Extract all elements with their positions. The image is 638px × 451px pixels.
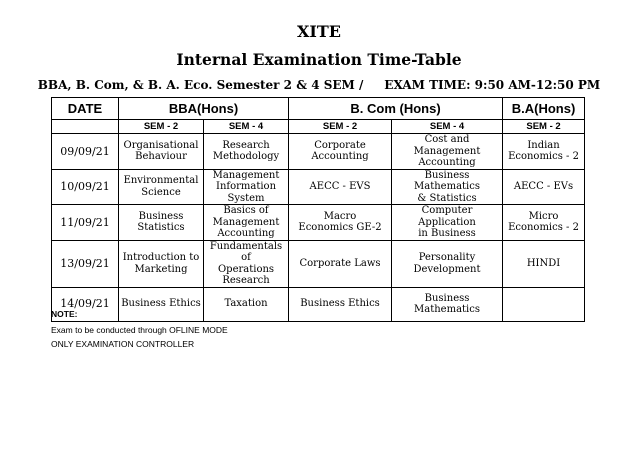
- note-label: NOTE:: [51, 309, 78, 319]
- exam-subject: Personality Development: [392, 240, 503, 287]
- table-row: [52, 240, 585, 287]
- exam-subject: Micro Economics - 2: [503, 205, 585, 241]
- exam-subject: Cost and Management Accounting: [392, 134, 503, 170]
- exam-subject: AECC - EVS: [289, 169, 392, 205]
- exam-subject: Business Ethics: [119, 287, 204, 321]
- note-controller: ONLY EXAMINATION CONTROLLER: [51, 339, 195, 349]
- exam-subject: Management Information System: [204, 169, 289, 205]
- exam-subject: AECC - EVs: [503, 169, 585, 205]
- exam-subject: Indian Economics - 2: [503, 134, 585, 170]
- subheader-sem: SEM - 4: [204, 120, 289, 134]
- table-row: [52, 205, 585, 241]
- exam-subject: Corporate Accounting: [289, 134, 392, 170]
- exam-subject: Environmental Science: [119, 169, 204, 205]
- exam-date: 10/09/21: [52, 169, 119, 205]
- table-header-row: [52, 98, 585, 120]
- exam-date: 13/09/21: [52, 240, 119, 287]
- institute-name: XITE: [297, 22, 341, 41]
- exam-subject: [503, 287, 585, 321]
- table-row: [52, 169, 585, 205]
- exam-subject: Business Mathematics & Statistics: [392, 169, 503, 205]
- subheader-sem: SEM - 2: [119, 120, 204, 134]
- timetable: [51, 97, 585, 322]
- exam-date: 09/09/21: [52, 134, 119, 170]
- exam-subject: Introduction to Marketing: [119, 240, 204, 287]
- exam-subject: Macro Economics GE-2: [289, 205, 392, 241]
- exam-date: 14/09/21: [52, 287, 119, 321]
- header-ba: B.A(Hons): [503, 98, 585, 120]
- subheader-sem: SEM - 4: [392, 120, 503, 134]
- header-date: DATE: [52, 98, 119, 120]
- exam-subject: Fundamentals of Operations Research: [204, 240, 289, 287]
- exam-subject: Research Methodology: [204, 134, 289, 170]
- table-row: [52, 287, 585, 321]
- exam-subject: Business Mathematics: [392, 287, 503, 321]
- exam-subject: Business Statistics: [119, 205, 204, 241]
- document-subtitle: BBA, B. Com, & B. A. Eco. Semester 2 & 4 SEM / EXAM TIME: 9:50 AM-12:50 PM: [37, 78, 601, 92]
- exam-subject: Computer Application in Business: [392, 205, 503, 241]
- exam-subject: Business Ethics: [289, 287, 392, 321]
- document-title: Internal Examination Time-Table: [176, 50, 462, 69]
- note-exam-mode: Exam to be conducted through OFLINE MODE: [51, 325, 228, 335]
- table-subheader-row: [52, 120, 585, 134]
- exam-date: 11/09/21: [52, 205, 119, 241]
- exam-subject: Basics of Management Accounting: [204, 205, 289, 241]
- exam-subject: Corporate Laws: [289, 240, 392, 287]
- exam-subject: HINDI: [503, 240, 585, 287]
- header-bba: BBA(Hons): [119, 98, 289, 120]
- exam-subject: Organisational Behaviour: [119, 134, 204, 170]
- subheader-sem: SEM - 2: [503, 120, 585, 134]
- header-bcom: B. Com (Hons): [289, 98, 503, 120]
- subheader-sem: SEM - 2: [289, 120, 392, 134]
- table-row: [52, 134, 585, 170]
- subheader-empty: [52, 120, 119, 134]
- exam-subject: Taxation: [204, 287, 289, 321]
